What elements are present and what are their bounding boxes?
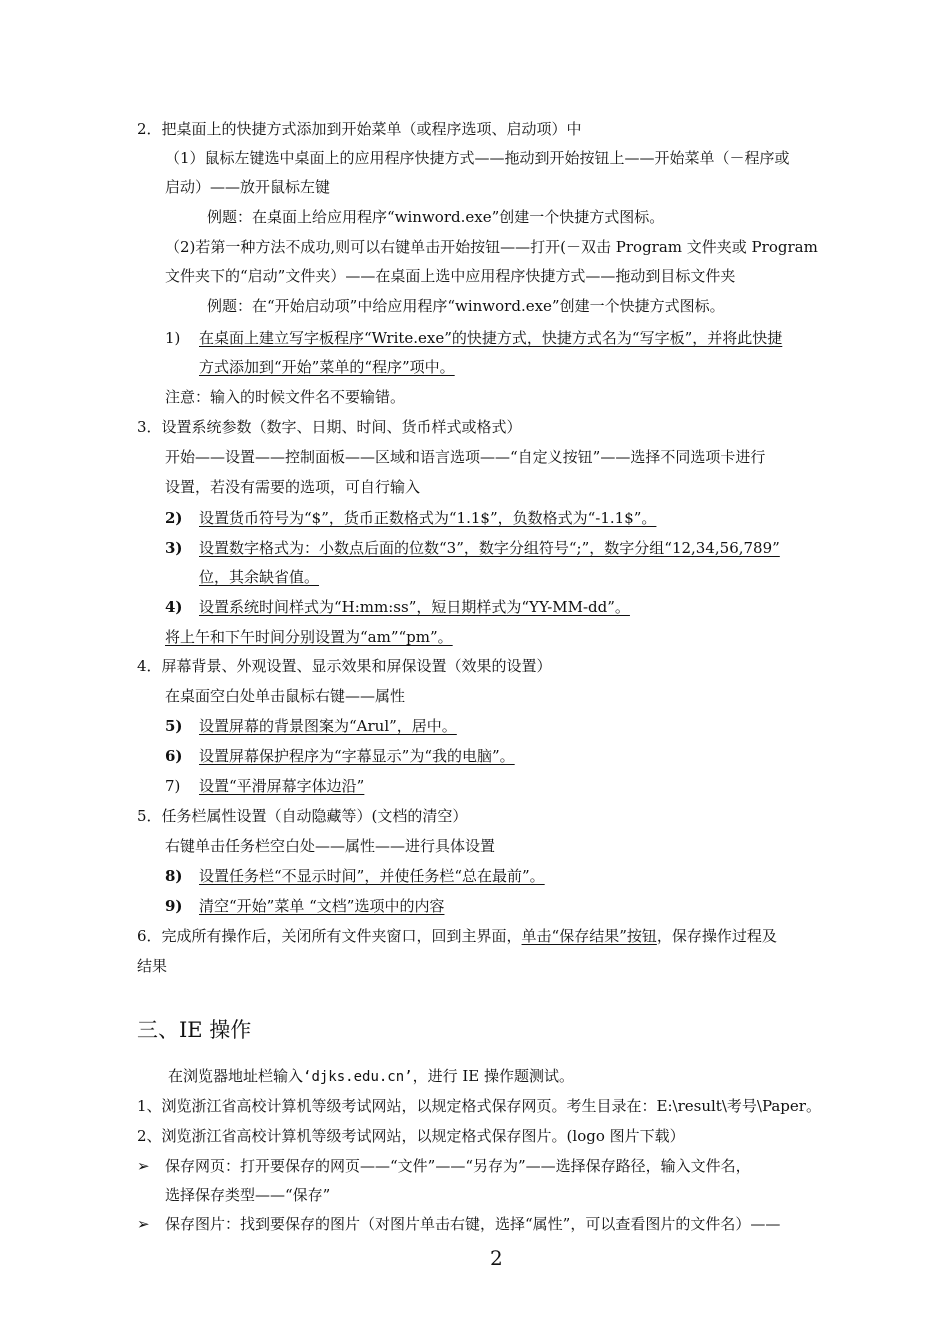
task7-number: 7): [165, 777, 181, 795]
task9-text: 清空“开始”菜单 “文档”选项中的内容: [199, 897, 445, 915]
task6-text: 设置屏幕保护程序为“字幕显示”为“我的电脑”。: [199, 747, 515, 765]
task6: [165, 746, 515, 766]
task3-text-line2: 位，其余缺省值。: [199, 568, 320, 586]
task1-number: 1): [165, 329, 181, 347]
task2: [165, 508, 656, 528]
page-number: 2: [490, 1246, 503, 1270]
section5-heading: 5．任务栏属性设置（自动隐藏等）(文档的清空）: [137, 807, 468, 825]
task2-number: 2): [165, 509, 183, 527]
ie-item2: 2、浏览浙江省高校计算机等级考试网站，以规定格式保存图片。(logo 图片下载）: [137, 1127, 685, 1145]
section2-method2-line2: 文件夹下的“启动”文件夹）——在桌面上选中应用程序快捷方式——拖动到目标文件夹: [165, 267, 736, 285]
task4: [165, 597, 630, 617]
task3-text-line1: 设置数字格式为：小数点后面的位数“3”，数字分组符号“;”，数字分组“12,34,56,789”: [199, 539, 780, 557]
task1: [165, 328, 782, 348]
section3-path-line2: 设置，若没有需要的选项，可自行输入: [165, 478, 421, 496]
section6-line1: [137, 926, 777, 946]
task6-number: 6): [165, 747, 183, 765]
task3: [165, 538, 780, 558]
ie-bullet2-line1: 保存图片：找到要保存的图片（对图片单击右键，选择“属性”，可以查看图片的文件名）——: [165, 1215, 781, 1233]
arrow-bullet-icon: ➢: [137, 1157, 150, 1175]
task3-number: 3): [165, 539, 183, 557]
task8-text: 设置任务栏“不显示时间”，并使任务栏“总在最前”。: [199, 867, 545, 885]
ie-bullet1-line2: 选择保存类型——“保存”: [165, 1186, 331, 1204]
arrow-bullet-icon: ➢: [137, 1215, 150, 1233]
section6-line1-post: ，保存操作过程及: [656, 927, 777, 945]
section3-path-line1: 开始——设置——控制面板——区域和语言选项——“自定义按钮”——选择不同选项卡进行: [165, 448, 766, 466]
task4-number: 4): [165, 598, 183, 616]
ie-item1: 1、浏览浙江省高校计算机等级考试网站，以规定格式保存网页。考生目录在：E:\result\考号\Paper。: [137, 1097, 821, 1115]
task7-text: 设置“平滑屏幕字体边沿”: [199, 777, 365, 795]
section2-method1-line2: 启动）——放开鼠标左键: [165, 178, 331, 196]
section2-example1: 例题：在桌面上给应用程序“winword.exe”创建一个快捷方式图标。: [207, 208, 665, 226]
task5-text: 设置屏幕的背景图案为“Arul”，居中。: [199, 717, 457, 735]
section3-heading: 3．设置系统参数（数字、日期、时间、货币样式或格式）: [137, 418, 522, 436]
section4-heading: 4．屏幕背景、外观设置、显示效果和屏保设置（效果的设置）: [137, 657, 552, 675]
task7: [165, 776, 364, 796]
task1-text-line1: 在桌面上建立写字板程序“Write.exe”的快捷方式，快捷方式名为“写字板”，并将此快捷: [199, 329, 783, 347]
ie-bullet1: [137, 1156, 751, 1176]
ie-intro-pre: 在浏览器地址栏输入: [168, 1067, 304, 1085]
ie-intro: [168, 1066, 574, 1087]
section2-method1-line1: （1）鼠标左键选中桌面上的应用程序快捷方式——拖动到开始按钮上——开始菜单（－程序或: [165, 149, 790, 167]
ampm-setting: 将上午和下午时间分别设置为“am”“pm”。: [165, 628, 453, 646]
task8: [165, 866, 545, 886]
ie-bullet1-line1: 保存网页：打开要保存的网页——“文件”——“另存为”——选择保存路径，输入文件名，: [165, 1157, 751, 1175]
ie-section-heading: 三、IE 操作: [137, 1018, 252, 1042]
ie-intro-post: ，进行 IE 操作题测试。: [412, 1067, 575, 1085]
section2-heading: 2．把桌面上的快捷方式添加到开始菜单（或程序选项、启动项）中: [137, 120, 582, 138]
task5: [165, 716, 457, 736]
task8-number: 8): [165, 867, 183, 885]
task9: [165, 896, 444, 916]
ie-intro-url: ‘djks.edu.cn’: [303, 1069, 413, 1085]
section2-note: 注意：输入的时候文件名不要输错。: [165, 388, 406, 406]
task5-number: 5): [165, 717, 183, 735]
save-result-button-ref: 单击“保存结果”按钮: [521, 927, 657, 945]
section5-path: 右键单击任务栏空白处——属性——进行具体设置: [165, 837, 496, 855]
section6-line1-pre: 6．完成所有操作后，关闭所有文件夹窗口，回到主界面，: [137, 927, 522, 945]
task9-number: 9): [165, 897, 183, 915]
section2-example2: 例题：在“开始启动项”中给应用程序“winword.exe”创建一个快捷方式图标。: [207, 297, 725, 315]
section4-path: 在桌面空白处单击鼠标右键——属性: [165, 687, 406, 705]
task4-text: 设置系统时间样式为“H:mm:ss”，短日期样式为“YY-MM-dd”。: [199, 598, 630, 616]
section2-method2-line1: （2)若第一种方法不成功,则可以右键单击开始按钮——打开(－双击 Program 文件夹或 Program: [165, 238, 818, 256]
section6-line2: 结果: [137, 957, 168, 975]
task1-text-line2: 方式添加到“开始”菜单的“程序”项中。: [199, 358, 455, 376]
ie-bullet2: [137, 1214, 780, 1234]
task2-text: 设置货币符号为“$”，货币正数格式为“1.1$”，负数格式为“-1.1$”。: [199, 509, 657, 527]
